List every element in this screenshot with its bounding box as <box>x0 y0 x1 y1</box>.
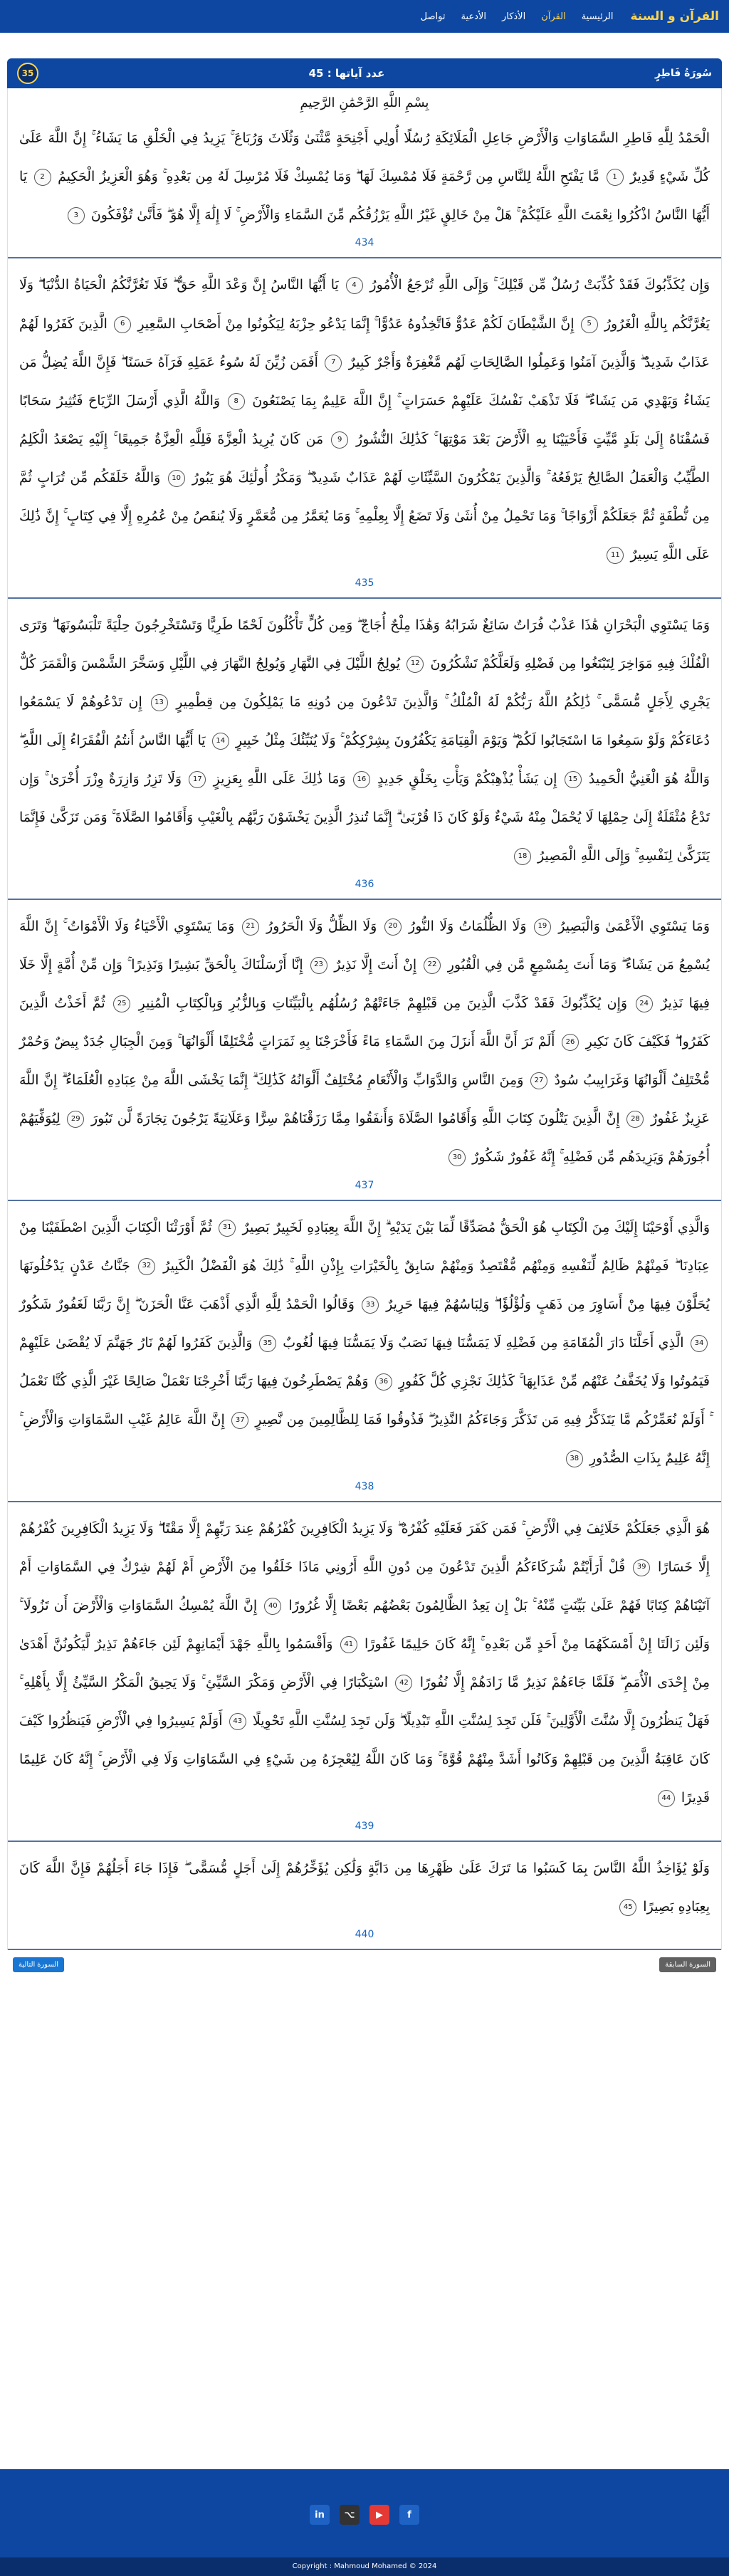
verse-text: إِنَّا أَرْسَلْنَاكَ بِالْحَقِّ بَشِيرًا وَنَذِيرًا ۚ وَإِن مِّنْ أُمَّةٍ إِلَّا خَلَا فِيهَا نَذِيرٌ <box>19 956 710 1011</box>
surah-number-badge: 35 <box>17 63 38 84</box>
verse-text: وَمَا يَسْتَوِي الْبَحْرَانِ هَٰذَا عَذْبٌ فُرَاتٌ سَائِغٌ شَرَابُهُ وَهَٰذَا مِلْحٌ أُجَاجٌ ۖ وَمِن كُلٍّ تَأْكُلُونَ لَحْمًا طَرِيًّا وَتَسْتَخْرِجُونَ حِلْيَةً تَلْبَسُونَهَا ۖ وَتَرَى الْفُلْكَ فِيهِ مَوَاخِرَ لِتَبْتَغُوا مِن فَضْلِهِ وَلَعَلَّكُمْ تَشْكُرُونَ <box>19 617 710 671</box>
ayah-number-marker: 24 <box>636 995 653 1012</box>
mushaf-page <box>8 112 721 258</box>
ayah-number-marker: 20 <box>384 918 402 936</box>
verse-text: وَلَوْ يُؤَاخِذُ اللَّهُ النَّاسَ بِمَا كَسَبُوا مَا تَرَكَ عَلَىٰ ظَهْرِهَا مِن دَابَّةٍ وَلَٰكِن يُؤَخِّرُهُمْ إِلَىٰ أَجَلٍ مُّسَمًّى ۖ فَإِذَا جَاءَ أَجَلُهُمْ فَإِنَّ اللَّهَ كَانَ بِعِبَادِهِ بَصِيرًا <box>19 1860 710 1915</box>
verse-text: وَهُمْ يَصْطَرِخُونَ فِيهَا رَبَّنَا أَخْرِجْنَا نَعْمَلْ صَالِحًا غَيْرَ الَّذِي كُنَّا نَعْمَلُ ۚ أَوَلَمْ نُعَمِّرْكُم مَّا يَتَذَكَّرُ فِيهِ مَن تَذَكَّرَ وَجَاءَكُمُ النَّذِيرُ ۖ فَذُوقُوا فَمَا لِلظَّالِمِينَ مِن نَّصِيرٍ <box>19 1373 710 1428</box>
ayah-number-marker: 9 <box>331 431 348 449</box>
verses-paragraph <box>19 266 710 574</box>
verse-text: لِيُوَفِّيَهُمْ أُجُورَهُمْ وَيَزِيدَهُم مِّن فَضْلِهِ ۚ إِنَّهُ غَفُورٌ شَكُورٌ <box>19 1111 710 1166</box>
surah-header <box>7 58 722 88</box>
mushaf-page <box>8 1201 721 1502</box>
verse-text: إِنَّ الَّذِينَ يَتْلُونَ كِتَابَ اللَّهِ وَأَقَامُوا الصَّلَاةَ وَأَنفَقُوا مِمَّا رَزَقْنَاهُمْ سِرًّا وَعَلَانِيَةً يَرْجُونَ تِجَارَةً لَّن تَبُورَ <box>86 1111 620 1127</box>
mushaf-pages <box>8 112 721 1950</box>
ayah-number-marker: 32 <box>138 1258 155 1275</box>
social-links <box>0 2469 729 2525</box>
verse-text: وَمَا يَسْتَوِي الْأَعْمَىٰ وَالْبَصِيرُ <box>552 918 710 934</box>
verse-text: إِن تَدْعُوهُمْ لَا يَسْمَعُوا دُعَاءَكُمْ وَلَوْ سَمِعُوا مَا اسْتَجَابُوا لَكُمْ ۖ وَيَوْمَ الْقِيَامَةِ يَكْفُرُونَ بِشِرْكِكُمْ ۚ وَلَا يُنَبِّئُكَ مِثْلُ خَبِيرٍ <box>19 693 710 748</box>
nav-link-contact[interactable]: تواصل <box>420 11 446 22</box>
verses-paragraph <box>19 907 710 1177</box>
verse-text: إِنَّ اللَّهَ يُمْسِكُ السَّمَاوَاتِ وَالْأَرْضَ أَن تَزُولَا ۚ وَلَئِن زَالَتَا إِنْ أَمْسَكَهُمَا مِنْ أَحَدٍ مِّن بَعْدِهِ ۚ إِنَّهُ كَانَ حَلِيمًا غَفُورًا <box>19 1597 710 1652</box>
top-navbar <box>0 0 729 33</box>
ayah-number-marker: 35 <box>259 1335 276 1352</box>
verse-text: يُولِجُ اللَّيْلَ فِي النَّهَارِ وَيُولِجُ النَّهَارَ فِي اللَّيْلِ وَسَخَّرَ الشَّمْسَ وَالْقَمَرَ كُلٌّ يَجْرِي لِأَجَلٍ مُّسَمًّى ۚ ذَٰلِكُمُ اللَّهُ رَبُّكُمْ لَهُ الْمُلْكُ ۚ وَالَّذِينَ تَدْعُونَ مِن دُونِهِ مَا يَمْلِكُونَ مِن قِطْمِيرٍ <box>19 655 710 710</box>
ayah-number-marker: 36 <box>375 1373 392 1391</box>
mushaf-page <box>8 599 721 900</box>
verse-text: وَاللَّهُ الَّذِي أَرْسَلَ الرِّيَاحَ فَتُثِيرُ سَحَابًا فَسُقْنَاهُ إِلَىٰ بَلَدٍ مَّيِّتٍ فَأَحْيَيْنَا بِهِ الْأَرْضَ بَعْدَ مَوْتِهَا ۚ كَذَٰلِكَ النُّشُورُ <box>19 392 710 447</box>
ayah-number-marker: 25 <box>113 995 130 1012</box>
verse-text: يَا أَيُّهَا النَّاسُ أَنتُمُ الْفُقَرَاءُ إِلَى اللَّهِ ۖ وَاللَّهُ هُوَ الْغَنِيُّ الْحَمِيدُ <box>19 732 710 787</box>
verses-paragraph <box>19 606 710 876</box>
previous-surah-button[interactable]: السورة السابقة <box>659 1957 716 1972</box>
page-number: 439 <box>355 1820 374 1832</box>
ayah-number-marker: 19 <box>534 918 551 936</box>
verse-text: وَلَا تَزِرُ وَازِرَةٌ وِزْرَ أُخْرَىٰ ۚ وَإِن تَدْعُ مُثْقَلَةٌ إِلَىٰ حِمْلِهَا لَا يُحْمَلْ مِنْهُ شَيْءٌ وَلَوْ كَانَ ذَا قُرْبَىٰ ۗ إِنَّمَا تُنذِرُ الَّذِينَ يَخْشَوْنَ رَبَّهُم بِالْغَيْبِ وَأَقَامُوا الصَّلَاةَ ۚ وَمَن تَزَكَّىٰ فَإِنَّمَا يَتَزَكَّىٰ لِنَفْسِهِ ۚ وَإِلَى اللَّهِ الْمَصِيرُ <box>19 771 710 864</box>
page-number: 436 <box>355 878 374 890</box>
surah-title: سُورَةُ فَاطِرٍ <box>654 68 712 79</box>
github-icon[interactable]: ⌥ <box>340 2505 360 2525</box>
page-number: 438 <box>355 1480 374 1492</box>
verse-text: ثُمَّ أَوْرَثْنَا الْكِتَابَ الَّذِينَ اصْطَفَيْنَا مِنْ عِبَادِنَا ۖ فَمِنْهُمْ ظَالِمٌ لِّنَفْسِهِ وَمِنْهُم مُّقْتَصِدٌ وَمِنْهُمْ سَابِقٌ بِالْخَيْرَاتِ بِإِذْنِ اللَّهِ ۚ ذَٰلِكَ هُوَ الْفَضْلُ الْكَبِيرُ <box>19 1219 710 1274</box>
ayah-number-marker: 29 <box>67 1111 84 1128</box>
nav-link-home[interactable]: الرئيسية <box>581 11 614 22</box>
ayah-number-marker: 1 <box>607 169 624 186</box>
ayah-number-marker: 26 <box>562 1034 579 1051</box>
ayah-number-marker: 11 <box>607 547 624 564</box>
verses-paragraph <box>19 1509 710 1818</box>
linkedin-icon[interactable]: in <box>310 2505 330 2525</box>
ayah-number-marker: 7 <box>325 355 342 372</box>
ayah-number-marker: 17 <box>189 771 206 788</box>
verse-text: الَّذِي أَحَلَّنَا دَارَ الْمُقَامَةِ مِن فَضْلِهِ لَا يَمَسُّنَا فِيهَا نَصَبٌ وَلَا يَمَسُّنَا فِيهَا لُغُوبٌ <box>278 1334 684 1351</box>
verse-text: وَقَالُوا الْحَمْدُ لِلَّهِ الَّذِي أَذْهَبَ عَنَّا الْحَزَنَ ۖ إِنَّ رَبَّنَا لَغَفُورٌ شَكُورٌ <box>19 1296 355 1312</box>
mushaf-page <box>8 1842 721 1950</box>
ayah-number-marker: 6 <box>114 316 131 333</box>
verse-text: مَّا يَفْتَحِ اللَّهُ لِلنَّاسِ مِن رَّحْمَةٍ فَلَا مُمْسِكَ لَهَا ۖ وَمَا يُمْسِكْ فَلَا مُرْسِلَ لَهُ مِن بَعْدِهِ ۚ وَهُوَ الْعَزِيزُ الْحَكِيمُ <box>53 169 599 185</box>
verse-text: يَا أَيُّهَا النَّاسُ اذْكُرُوا نِعْمَتَ اللَّهِ عَلَيْكُمْ ۚ هَلْ مِنْ خَالِقٍ غَيْرُ اللَّهِ يَرْزُقُكُم مِّنَ السَّمَاءِ وَالْأَرْضِ ۚ لَا إِلَٰهَ إِلَّا هُوَ ۖ فَأَنَّىٰ تُؤْفَكُونَ <box>19 169 710 224</box>
bismillah: بِسْمِ اللَّهِ الرَّحْمَٰنِ الرَّحِيمِ <box>300 95 429 110</box>
ayah-number-marker: 39 <box>633 1559 650 1576</box>
nav-link-duaa[interactable]: الأدعية <box>461 11 486 22</box>
facebook-icon[interactable]: f <box>399 2505 419 2525</box>
ayah-number-marker: 40 <box>264 1598 281 1615</box>
ayah-number-marker: 33 <box>362 1297 379 1314</box>
mushaf-page <box>8 1502 721 1842</box>
ayah-number-marker: 41 <box>340 1636 357 1653</box>
nav-link-azkar[interactable]: الأذكار <box>501 11 526 22</box>
verse-text: إِنَّ اللَّهَ عَالِمُ غَيْبِ السَّمَاوَاتِ وَالْأَرْضِ ۚ إِنَّهُ عَلِيمٌ بِذَاتِ الصُّدُورِ <box>19 1412 710 1467</box>
nav-link-quran[interactable]: القرآن <box>541 11 566 22</box>
ayah-number-marker: 45 <box>619 1899 636 1916</box>
youtube-icon[interactable]: ▶ <box>369 2505 389 2525</box>
verses-paragraph <box>19 1849 710 1926</box>
ayah-number-marker: 43 <box>229 1713 246 1730</box>
ayah-number-marker: 42 <box>395 1675 412 1692</box>
verses-paragraph <box>19 119 710 234</box>
ayah-number-marker: 14 <box>212 733 229 750</box>
ayah-number-marker: 38 <box>566 1450 583 1467</box>
verses-paragraph <box>19 1208 710 1478</box>
ayah-number-marker: 28 <box>626 1111 644 1128</box>
verse-text: ثُمَّ أَخَذْتُ الَّذِينَ كَفَرُوا ۖ فَكَيْفَ كَانَ نَكِيرِ <box>19 995 710 1049</box>
verse-text: وَمَا يَسْتَوِي الْأَحْيَاءُ وَلَا الْأَمْوَاتُ ۚ إِنَّ اللَّهَ يُسْمِعُ مَن يَشَاءُ ۖ وَمَا أَنتَ بِمُسْمِعٍ مَّن فِي الْقُبُورِ <box>19 918 710 973</box>
surah-pager <box>13 1957 716 1972</box>
page-number: 440 <box>355 1928 374 1940</box>
verse-text: وَإِن يُكَذِّبُوكَ فَقَدْ كُذِّبَتْ رُسُلٌ مِّن قَبْلِكَ ۚ وَإِلَى اللَّهِ تُرْجَعُ الْأُمُورُ <box>364 277 710 293</box>
ayah-number-marker: 27 <box>530 1072 547 1089</box>
ayah-number-marker: 31 <box>219 1220 236 1237</box>
verse-text: وَاللَّهُ خَلَقَكُم مِّن تُرَابٍ ثُمَّ مِن نُّطْفَةٍ ثُمَّ جَعَلَكُمْ أَزْوَاجًا ۚ وَمَا تَحْمِلُ مِنْ أُنثَىٰ وَلَا تَضَعُ إِلَّا بِعِلْمِهِ ۚ وَمَا يُعَمَّرُ مِن مُّعَمَّرٍ وَلَا يُنقَصُ مِنْ عُمُرِهِ إِلَّا فِي كِتَابٍ ۚ إِنَّ ذَٰلِكَ عَلَى اللَّهِ يَسِيرٌ <box>19 470 710 563</box>
verse-text: اسْتِكْبَارًا فِي الْأَرْضِ وَمَكْرَ السَّيِّئِ ۚ وَلَا يَحِيقُ الْمَكْرُ السَّيِّئُ إِلَّا بِأَهْلِهِ ۚ فَهَلْ يَنظُرُونَ إِلَّا سُنَّتَ الْأَوَّلِينَ ۚ فَلَن تَجِدَ لِسُنَّتِ اللَّهِ تَبْدِيلًا ۖ وَلَن تَجِدَ لِسُنَّتِ اللَّهِ تَحْوِيلًا <box>19 1675 710 1729</box>
verse-text: وَمَا ذَٰلِكَ عَلَى اللَّهِ بِعَزِيزٍ <box>208 771 346 787</box>
ayah-number-marker: 4 <box>346 277 363 294</box>
mushaf-container <box>7 88 722 1950</box>
copyright-text: Copyright : Mahmoud Mohamed © 2024 <box>0 2557 729 2576</box>
ayah-number-marker: 10 <box>168 470 185 487</box>
page-number: 435 <box>355 577 374 589</box>
mushaf-page <box>8 258 721 598</box>
ayah-number-marker: 16 <box>353 771 370 788</box>
verse-text: الَّذِينَ كَفَرُوا لَهُمْ عَذَابٌ شَدِيدٌ ۖ وَالَّذِينَ آمَنُوا وَعَمِلُوا الصَّالِحَاتِ لَهُم مَّغْفِرَةٌ وَأَجْرٌ كَبِيرٌ <box>19 315 710 370</box>
ayah-number-marker: 21 <box>242 918 259 936</box>
ayah-number-marker: 30 <box>449 1149 466 1166</box>
verse-text: أَفَمَن زُيِّنَ لَهُ سُوءُ عَمَلِهِ فَرَآهُ حَسَنًا ۖ فَإِنَّ اللَّهَ يُضِلُّ مَن يَشَاءُ وَيَهْدِي مَن يَشَاءُ ۖ فَلَا تَذْهَبْ نَفْسُكَ عَلَيْهِمْ حَسَرَاتٍ ۚ إِنَّ اللَّهَ عَلِيمٌ بِمَا يَصْنَعُونَ <box>19 354 710 409</box>
verse-text: مَن كَانَ يُرِيدُ الْعِزَّةَ فَلِلَّهِ الْعِزَّةُ جَمِيعًا ۚ إِلَيْهِ يَصْعَدُ الْكَلِمُ الطَّيِّبُ وَالْعَمَلُ الصَّالِحُ يَرْفَعُهُ ۚ وَالَّذِينَ يَمْكُرُونَ السَّيِّئَاتِ لَهُمْ عَذَابٌ شَدِيدٌ ۖ وَمَكْرُ أُولَٰئِكَ هُوَ يَبُورُ <box>19 431 710 486</box>
ayah-number-marker: 3 <box>68 207 85 224</box>
ayah-number-marker: 44 <box>658 1790 675 1807</box>
ayah-number-marker: 13 <box>151 694 168 711</box>
verse-text: قُلْ أَرَأَيْتُمْ شُرَكَاءَكُمُ الَّذِينَ تَدْعُونَ مِن دُونِ اللَّهِ أَرُونِي مَاذَا خَلَقُوا مِنَ الْأَرْضِ أَمْ لَهُمْ شِرْكٌ فِي السَّمَاوَاتِ أَمْ آتَيْنَاهُمْ كِتَابًا فَهُمْ عَلَىٰ بَيِّنَتٍ مِّنْهُ ۚ بَلْ إِن يَعِدُ الظَّالِمُونَ بَعْضُهُم بَعْضًا إِلَّا غُرُورًا <box>19 1559 710 1613</box>
page-number: 434 <box>355 237 374 249</box>
ayah-count: عدد آياتها : 45 <box>308 67 385 80</box>
verse-text: وَأَقْسَمُوا بِاللَّهِ جَهْدَ أَيْمَانِهِمْ لَئِن جَاءَهُمْ نَذِيرٌ لَّيَكُونُنَّ أَهْدَىٰ مِنْ إِحْدَى الْأُمَمِ ۖ فَلَمَّا جَاءَهُمْ نَذِيرٌ مَّا زَادَهُمْ إِلَّا نُفُورًا <box>19 1635 710 1691</box>
verse-text: وَالَّذِي أَوْحَيْنَا إِلَيْكَ مِنَ الْكِتَابِ هُوَ الْحَقُّ مُصَدِّقًا لِّمَا بَيْنَ يَدَيْهِ ۗ إِنَّ اللَّهَ بِعِبَادِهِ لَخَبِيرٌ بَصِيرٌ <box>238 1219 710 1235</box>
verse-text: إِنَّ الشَّيْطَانَ لَكُمْ عَدُوٌّ فَاتَّخِذُوهُ عَدُوًّا ۚ إِنَّمَا يَدْعُو حِزْبَهُ لِيَكُونُوا مِنْ أَصْحَابِ السَّعِيرِ <box>133 315 575 332</box>
verse-text: هُوَ الَّذِي جَعَلَكُمْ خَلَائِفَ فِي الْأَرْضِ ۚ فَمَن كَفَرَ فَعَلَيْهِ كُفْرُهُ ۖ وَلَا يَزِيدُ الْكَافِرِينَ كُفْرُهُمْ عِندَ رَبِّهِمْ إِلَّا مَقْتًا ۖ وَلَا يَزِيدُ الْكَافِرِينَ كُفْرُهُمْ إِلَّا خَسَارًا <box>19 1520 710 1575</box>
verse-text: يَا أَيُّهَا النَّاسُ إِنَّ وَعْدَ اللَّهِ حَقٌّ ۖ فَلَا تَغُرَّنَّكُمُ الْحَيَاةُ الدُّنْيَا ۖ وَلَا يَغُرَّنَّكُم بِاللَّهِ الْغَرُورُ <box>19 277 710 332</box>
verse-text: وَالَّذِينَ كَفَرُوا لَهُمْ نَارُ جَهَنَّمَ لَا يُقْضَىٰ عَلَيْهِمْ فَيَمُوتُوا وَلَا يُخَفَّفُ عَنْهُم مِّنْ عَذَابِهَا ۚ كَذَٰلِكَ نَجْزِي كُلَّ كَفُورٍ <box>19 1334 710 1390</box>
ayah-number-marker: 8 <box>228 393 245 410</box>
verse-text: وَمِنَ النَّاسِ وَالدَّوَابِّ وَالْأَنْعَامِ مُخْتَلِفٌ أَلْوَانُهُ كَذَٰلِكَ ۗ إِنَّمَا يَخْشَى اللَّهَ مِنْ عِبَادِهِ الْعُلَمَاءُ ۗ إِنَّ اللَّهَ عَزِيزٌ غَفُورٌ <box>19 1072 710 1127</box>
ayah-number-marker: 5 <box>581 316 598 333</box>
verse-text: وَإِن يُكَذِّبُوكَ فَقَدْ كَذَّبَ الَّذِينَ مِن قَبْلِهِمْ جَاءَتْهُمْ رُسُلُهُم بِالْبَيِّنَاتِ وَبِالزُّبُرِ وَبِالْكِتَابِ الْمُنِيرِ <box>132 995 628 1011</box>
ayah-number-marker: 2 <box>34 169 51 186</box>
site-footer <box>0 2469 729 2576</box>
verse-text: إِن يَشَأْ يُذْهِبْكُمْ وَيَأْتِ بِخَلْقٍ جَدِيدٍ <box>372 771 557 787</box>
ayah-number-marker: 18 <box>514 848 531 865</box>
ayah-number-marker: 37 <box>231 1412 248 1429</box>
site-brand[interactable]: القرآن و السنة <box>630 9 719 23</box>
verse-text: وَلَا الظُّلُمَاتُ وَلَا النُّورُ <box>403 918 527 934</box>
verse-text: أَوَلَمْ يَسِيرُوا فِي الْأَرْضِ فَيَنظُرُوا كَيْفَ كَانَ عَاقِبَةُ الَّذِينَ مِن قَبْلِهِمْ وَكَانُوا أَشَدَّ مِنْهُمْ قُوَّةً ۚ وَمَا كَانَ اللَّهُ لِيُعْجِزَهُ مِن شَيْءٍ فِي السَّمَاوَاتِ وَلَا فِي الْأَرْضِ ۚ إِنَّهُ كَانَ عَلِيمًا قَدِيرًا <box>19 1713 710 1806</box>
nav-links <box>421 11 614 22</box>
verse-text: إِنْ أَنتَ إِلَّا نَذِيرٌ <box>329 956 417 973</box>
ayah-number-marker: 34 <box>691 1335 708 1352</box>
mushaf-page <box>8 900 721 1201</box>
page-number: 437 <box>355 1179 374 1191</box>
ayah-number-marker: 23 <box>310 957 327 974</box>
ayah-number-marker: 22 <box>424 957 441 974</box>
ayah-number-marker: 15 <box>565 771 582 788</box>
next-surah-button[interactable]: السورة التالية <box>13 1957 64 1972</box>
verse-text: جَنَّاتُ عَدْنٍ يَدْخُلُونَهَا يُحَلَّوْنَ فِيهَا مِنْ أَسَاوِرَ مِن ذَهَبٍ وَلُؤْلُؤًا ۖ وَلِبَاسُهُمْ فِيهَا حَرِيرٌ <box>19 1257 710 1312</box>
verse-text: أَلَمْ تَرَ أَنَّ اللَّهَ أَنزَلَ مِنَ السَّمَاءِ مَاءً فَأَخْرَجْنَا بِهِ ثَمَرَاتٍ مُّخْتَلِفًا أَلْوَانُهَا ۚ وَمِنَ الْجِبَالِ جُدَدٌ بِيضٌ وَحُمْرٌ مُّخْتَلِفٌ أَلْوَانُهَا وَغَرَابِيبُ سُودٌ <box>19 1033 710 1089</box>
verse-text: الْحَمْدُ لِلَّهِ فَاطِرِ السَّمَاوَاتِ وَالْأَرْضِ جَاعِلِ الْمَلَائِكَةِ رُسُلًا أُولِي أَجْنِحَةٍ مَّثْنَىٰ وَثُلَاثَ وَرُبَاعَ ۚ يَزِيدُ فِي الْخَلْقِ مَا يَشَاءُ ۚ إِنَّ اللَّهَ عَلَىٰ كُلِّ شَيْءٍ قَدِيرٌ <box>19 130 710 185</box>
ayah-number-marker: 12 <box>407 656 424 673</box>
verse-text: وَلَا الظِّلُّ وَلَا الْحَرُورُ <box>261 918 377 934</box>
